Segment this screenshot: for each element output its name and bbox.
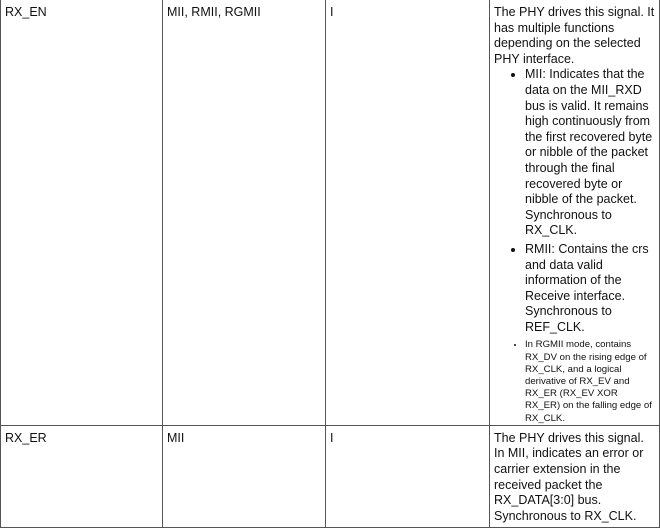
table-row bbox=[1, 0, 660, 425]
description-cell bbox=[490, 425, 660, 527]
description-bullets bbox=[494, 67, 655, 335]
direction-cell: I bbox=[326, 0, 490, 425]
interface-cell: MII bbox=[163, 425, 326, 527]
description-small-bullets bbox=[494, 339, 655, 424]
description-text: The PHY drives this signal. It has multiple functions depending on the selected PHY interface. bbox=[494, 5, 655, 66]
direction-cell: I bbox=[326, 425, 490, 527]
description-cell bbox=[490, 0, 660, 425]
table-row bbox=[1, 425, 660, 527]
interface-cell: MII, RMII, RGMII bbox=[163, 0, 326, 425]
description-text: The PHY drives this signal. In MII, indicates an error or carrier extension in the received packet the RX_DATA[3:0] bus. Synchronous to RX_CLK. bbox=[494, 430, 644, 523]
bullet-rgmii: • In RGMII mode, contains RX_DV on the rising edge of RX_CLK, and a logical derivative of RX_EV and RX_ER (RX_EV XOR RX_ER) on the falling edge of RX_CLK. bbox=[525, 339, 655, 424]
bullet-mii: • MII: Indicates that the data on the MII_RXD bus is valid. It remains high continuously from the first recovered byte or nibble of the packet through the final recovered byte or nibble of the packet. Synchronous to RX_CLK. bbox=[525, 67, 655, 239]
bullet-rmii: • RMII: Contains the crs and data valid information of the Receive interface. Synchronous to REF_CLK. bbox=[525, 242, 655, 336]
signal-name-cell: RX_ER bbox=[1, 425, 163, 527]
signal-name-cell: RX_EN bbox=[1, 0, 163, 425]
